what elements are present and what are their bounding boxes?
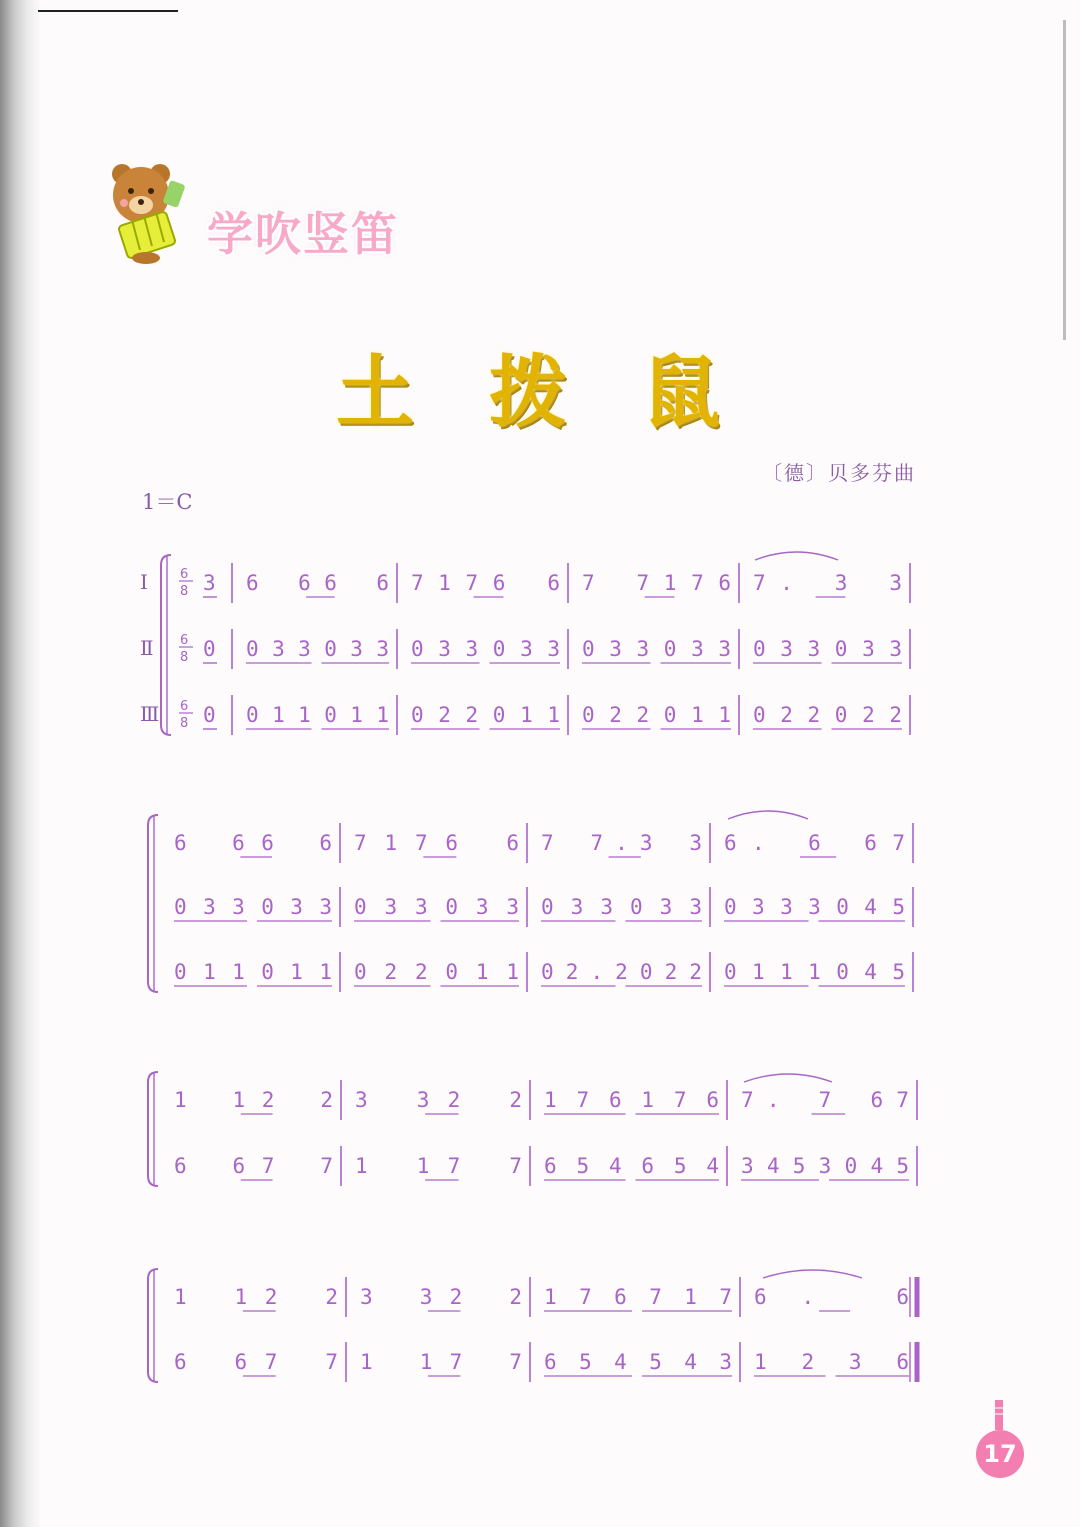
measure-notes: 6 67 7 xyxy=(174,1154,333,1178)
time-signature-bottom: 8 xyxy=(180,716,189,731)
slur xyxy=(763,1270,862,1278)
time-signature-top: 6 xyxy=(180,633,189,648)
measure-notes: 1 12 2 xyxy=(174,1088,333,1112)
song-title: 土拨鼠 xyxy=(336,347,796,438)
measure-notes: 033033 xyxy=(582,637,731,661)
slur xyxy=(755,552,838,560)
measure-notes: 6 66 6 xyxy=(246,571,389,595)
pickup-note: 0 xyxy=(203,637,216,661)
measure-notes: 1 17 7 xyxy=(355,1154,522,1178)
measure-notes: 011011 xyxy=(246,703,389,727)
measure-notes: 033033 xyxy=(174,895,332,919)
system-brace xyxy=(148,1072,158,1186)
measure-notes: 033033 xyxy=(541,895,702,919)
part-label: Ⅲ xyxy=(140,702,160,726)
measure-notes: 7176 6 xyxy=(411,571,560,595)
time-signature-top: 6 xyxy=(180,567,189,582)
measure-notes: 6. 6 xyxy=(754,1285,909,1309)
measure-notes: 176176 xyxy=(544,1088,719,1112)
measure-notes: 1236 xyxy=(754,1350,909,1374)
measure-notes: 033033 xyxy=(753,637,902,661)
measure-notes: 022011 xyxy=(582,703,731,727)
measure-notes: 3453045 xyxy=(741,1154,909,1178)
time-signature-bottom: 8 xyxy=(180,584,189,599)
measure-notes: 022011 xyxy=(411,703,560,727)
measure-notes: 7 7.3 3 xyxy=(541,831,702,855)
measure-notes: 7176 6 xyxy=(354,831,519,855)
measure-notes: 6 66 6 xyxy=(174,831,332,855)
measure-notes: 0333045 xyxy=(724,895,905,919)
measure-notes: 033033 xyxy=(411,637,560,661)
slur xyxy=(728,811,808,819)
measure-notes: 033033 xyxy=(354,895,519,919)
pickup-note: 0 xyxy=(203,703,216,727)
measure-notes: 022011 xyxy=(354,960,519,984)
measure-notes: 3 32 2 xyxy=(355,1088,522,1112)
bookmark-icon xyxy=(992,1400,1006,1430)
measure-notes: 654654 xyxy=(544,1154,719,1178)
measure-notes: 6 67 7 xyxy=(174,1350,338,1374)
score-layer xyxy=(140,552,917,1382)
measure-notes: 176717 xyxy=(544,1285,732,1309)
measure-notes: 1 17 7 xyxy=(360,1350,522,1374)
system-brace xyxy=(148,815,158,992)
composer-credit: 〔德〕贝多芬曲 xyxy=(762,461,916,485)
pickup-note: 3 xyxy=(203,571,216,595)
system-brace xyxy=(148,1269,158,1382)
part-label: Ⅱ xyxy=(140,636,154,660)
measure-notes: 022022 xyxy=(753,703,902,727)
measure-notes: 654543 xyxy=(544,1350,732,1374)
measure-notes: 1 12 2 xyxy=(174,1285,338,1309)
measure-notes: 7. 7 67 xyxy=(741,1088,909,1112)
measure-notes: 02.2022 xyxy=(541,960,702,984)
measure-notes: 033033 xyxy=(246,637,389,661)
part-label: Ⅰ xyxy=(140,570,148,594)
measure-notes: 7 7176 xyxy=(582,571,731,595)
measure-notes: 7. 3 3 xyxy=(753,571,902,595)
slur xyxy=(744,1074,832,1082)
book-series-title: 学吹竖笛 xyxy=(207,207,399,261)
system-brace xyxy=(161,555,171,735)
measure-notes: 011011 xyxy=(174,960,332,984)
time-signature-bottom: 8 xyxy=(180,650,189,665)
time-signature-top: 6 xyxy=(180,699,189,714)
measure-notes: 0111045 xyxy=(724,960,905,984)
measure-notes: 3 32 2 xyxy=(360,1285,522,1309)
measure-notes: 6. 6 67 xyxy=(724,831,905,855)
key-signature: 1＝C xyxy=(142,490,193,514)
page-number: 17 xyxy=(976,1430,1024,1478)
